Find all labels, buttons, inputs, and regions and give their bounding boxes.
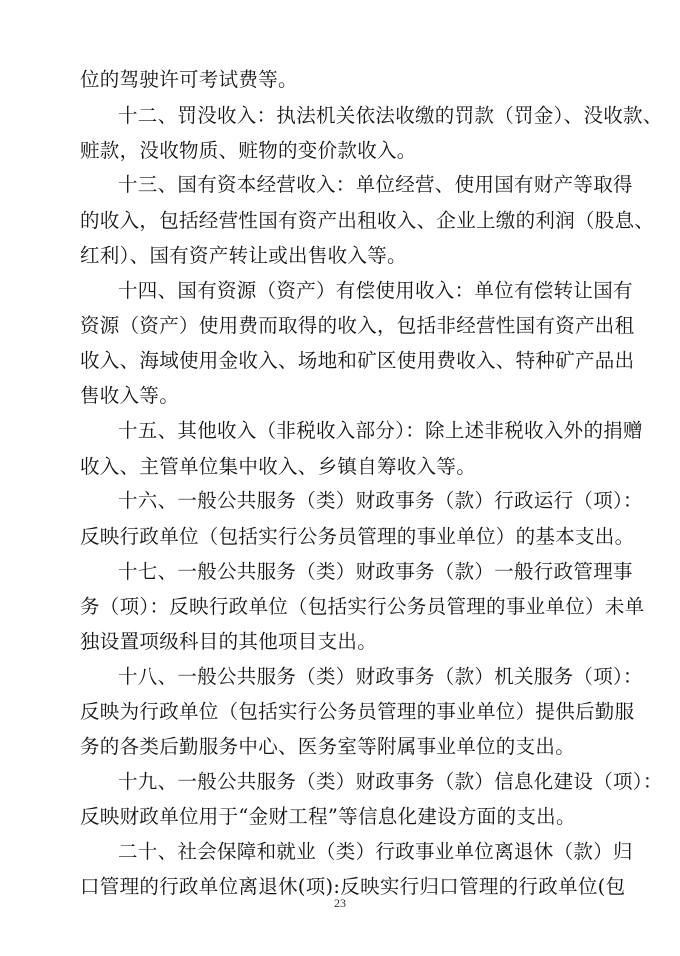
text-line: 十二、罚没收入：执法机关依法收缴的罚款（罚金）、没收款、 xyxy=(118,104,663,127)
text-line: 反映为行政单位（包括实行公务员管理的事业单位）提供后勤服 xyxy=(80,700,635,723)
text-line: 红利）、国有资产转让或出售收入等。 xyxy=(80,244,407,267)
text-line: 务的各类后勤服务中心、医务室等附属事业单位的支出。 xyxy=(80,735,576,758)
text-line: 独设置项级科目的其他项目支出。 xyxy=(80,630,378,653)
text-line: 十七、一般公共服务（类）财政事务（款）一般行政管理事 xyxy=(118,560,633,583)
text-line: 十八、一般公共服务（类）财政事务（款）机关服务（项）： xyxy=(118,665,643,688)
text-line: 的收入，包括经营性国有资产出租收入、企业上缴的利润（股息、 xyxy=(80,209,655,232)
text-line: 二十、社会保障和就业（类）行政事业单位离退休（款）归 xyxy=(118,840,633,863)
text-line: 赃款，没收物质、赃物的变价款收入。 xyxy=(80,139,417,162)
text-line: 十六、一般公共服务（类）财政事务（款）行政运行（项）： xyxy=(118,489,643,512)
page-number: 23 xyxy=(334,896,346,910)
text-line: 十五、其他收入（非税收入部分）：除上述非税收入外的捐赠 xyxy=(118,419,643,442)
text-line: 十九、一般公共服务（类）财政事务（款）信息化建设（项）： xyxy=(118,770,663,793)
text-line: 反映行政单位（包括实行公务员管理的事业单位）的基本支出。 xyxy=(80,525,635,548)
text-line: 务（项）：反映行政单位（包括实行公务员管理的事业单位）未单 xyxy=(80,595,645,618)
text-line: 口管理的行政单位离退休(项):反映实行归口管理的行政单位(包 xyxy=(80,875,626,898)
text-line: 资源（资产）使用费而取得的收入，包括非经营性国有资产出租 xyxy=(80,314,635,337)
text-line: 售收入等。 xyxy=(80,384,180,407)
text-line: 位的驾驶许可考试费等。 xyxy=(80,68,298,91)
text-line: 十三、国有资本经营收入：单位经营、使用国有财产等取得 xyxy=(118,173,633,196)
text-line: 反映财政单位用于“金财工程”等信息化建设方面的支出。 xyxy=(80,805,576,828)
text-line: 收入、主管单位集中收入、乡镇自筹收入等。 xyxy=(80,455,477,478)
text-line: 十四、国有资源（资产）有偿使用收入：单位有偿转让国有 xyxy=(118,279,633,302)
text-line: 收入、海域使用金收入、场地和矿区使用费收入、特种矿产品出 xyxy=(80,349,635,372)
